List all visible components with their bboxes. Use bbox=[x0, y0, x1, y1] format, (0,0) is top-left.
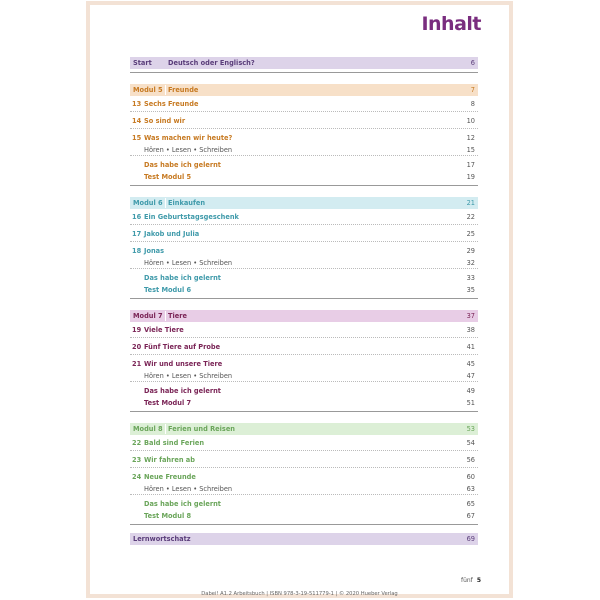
extra-title: Das habe ich gelernt bbox=[144, 161, 221, 169]
toc-entry[interactable] bbox=[130, 244, 478, 258]
entry-number: 18 bbox=[132, 247, 142, 255]
extra-page: 51 bbox=[466, 399, 475, 407]
extra-page: 17 bbox=[466, 161, 475, 169]
entry-title: Fünf Tiere auf Probe bbox=[144, 343, 221, 351]
entry-page: 8 bbox=[470, 100, 475, 108]
module-title: Freunde bbox=[168, 86, 199, 94]
section-divider bbox=[130, 298, 478, 299]
subentry-title: Hören • Lesen • Schreiben bbox=[144, 259, 233, 267]
toc-entry[interactable] bbox=[130, 210, 478, 225]
module-header-divider bbox=[165, 311, 166, 321]
start-title: Deutsch oder Englisch? bbox=[168, 59, 255, 67]
extra-page: 33 bbox=[466, 274, 475, 282]
extra-title: Test Modul 6 bbox=[144, 286, 192, 294]
module-header[interactable] bbox=[130, 197, 478, 209]
page-title: Inhalt bbox=[421, 13, 481, 35]
entry-page: 54 bbox=[466, 439, 475, 447]
module-section bbox=[130, 310, 478, 412]
toc-subentry[interactable] bbox=[130, 145, 478, 156]
section-divider bbox=[130, 411, 478, 412]
page-number-footer bbox=[461, 577, 481, 584]
entry-number: 15 bbox=[132, 134, 142, 142]
toc-entry[interactable] bbox=[130, 357, 478, 371]
module-title: Einkaufen bbox=[168, 199, 206, 207]
module-header-divider bbox=[165, 85, 166, 95]
module-header[interactable] bbox=[130, 84, 478, 96]
extra-title: Test Modul 8 bbox=[144, 512, 192, 520]
section-divider bbox=[130, 185, 478, 186]
entry-title: So sind wir bbox=[144, 117, 186, 125]
extra-page: 35 bbox=[466, 286, 475, 294]
subentry-title: Hören • Lesen • Schreiben bbox=[144, 485, 233, 493]
entry-number: 20 bbox=[132, 343, 142, 351]
entry-page: 56 bbox=[466, 456, 475, 464]
module-page: 37 bbox=[466, 312, 475, 320]
toc-entry[interactable] bbox=[130, 114, 478, 129]
section-divider bbox=[130, 72, 478, 73]
entry-title: Bald sind Ferien bbox=[144, 439, 205, 447]
toc-entry[interactable] bbox=[130, 470, 478, 484]
extra-title: Das habe ich gelernt bbox=[144, 387, 221, 395]
entry-page: 45 bbox=[466, 360, 475, 368]
entry-number: 19 bbox=[132, 326, 142, 334]
imprint-line: Dabei! A1.2 Arbeitsbuch | ISBN 978-3-19-511779-1 | © 2020 Hueber Verlag bbox=[201, 591, 398, 597]
entry-title: Jonas bbox=[144, 247, 165, 255]
module-section bbox=[130, 84, 478, 186]
table-of-contents bbox=[130, 55, 478, 545]
lernwortschatz-row[interactable] bbox=[130, 533, 478, 545]
toc-extra-entry[interactable] bbox=[130, 159, 478, 171]
start-label: Start bbox=[133, 59, 152, 67]
entry-title: Sechs Freunde bbox=[144, 100, 199, 108]
subentry-page: 32 bbox=[466, 259, 475, 267]
extra-title: Das habe ich gelernt bbox=[144, 500, 221, 508]
entry-number: 16 bbox=[132, 213, 142, 221]
entry-number: 14 bbox=[132, 117, 142, 125]
module-label: Modul 8 bbox=[133, 425, 163, 433]
page-number: 5 bbox=[476, 577, 481, 584]
entry-title: Viele Tiere bbox=[144, 326, 184, 334]
entry-page: 60 bbox=[466, 473, 475, 481]
module-page: 7 bbox=[470, 86, 475, 94]
toc-entry[interactable] bbox=[130, 340, 478, 355]
toc-extra-entry[interactable] bbox=[130, 171, 478, 183]
extra-page: 65 bbox=[466, 500, 475, 508]
toc-extra-entry[interactable] bbox=[130, 498, 478, 510]
extra-title: Test Modul 7 bbox=[144, 399, 192, 407]
entry-page: 38 bbox=[466, 326, 475, 334]
module-header[interactable] bbox=[130, 423, 478, 435]
entry-number: 17 bbox=[132, 230, 142, 238]
modules-list bbox=[130, 84, 478, 525]
page-word: fünf bbox=[460, 577, 473, 584]
start-header[interactable] bbox=[130, 57, 478, 69]
subentry-title: Hören • Lesen • Schreiben bbox=[144, 372, 233, 380]
lernwortschatz-page: 69 bbox=[466, 535, 475, 543]
toc-extra-entry[interactable] bbox=[130, 385, 478, 397]
toc-extra-entry[interactable] bbox=[130, 284, 478, 296]
extra-title: Test Modul 5 bbox=[144, 173, 192, 181]
module-section bbox=[130, 197, 478, 299]
module-page: 53 bbox=[466, 425, 475, 433]
entry-page: 12 bbox=[466, 134, 475, 142]
toc-subentry[interactable] bbox=[130, 484, 478, 495]
toc-entry[interactable] bbox=[130, 453, 478, 468]
toc-extra-entry[interactable] bbox=[130, 510, 478, 522]
toc-extra-entry[interactable] bbox=[130, 272, 478, 284]
toc-page bbox=[86, 1, 513, 598]
entry-number: 22 bbox=[132, 439, 142, 447]
entry-page: 41 bbox=[466, 343, 475, 351]
entry-page: 10 bbox=[466, 117, 475, 125]
toc-subentry[interactable] bbox=[130, 258, 478, 269]
lernwortschatz-title: Lernwortschatz bbox=[133, 535, 191, 543]
toc-entry[interactable] bbox=[130, 97, 478, 112]
module-section bbox=[130, 423, 478, 525]
toc-extra-entry[interactable] bbox=[130, 397, 478, 409]
entry-title: Wir und unsere Tiere bbox=[144, 360, 223, 368]
module-title: Tiere bbox=[168, 312, 187, 320]
extra-page: 49 bbox=[466, 387, 475, 395]
entry-number: 13 bbox=[132, 100, 142, 108]
extra-title: Das habe ich gelernt bbox=[144, 274, 221, 282]
entry-number: 21 bbox=[132, 360, 142, 368]
subentry-title: Hören • Lesen • Schreiben bbox=[144, 146, 233, 154]
entry-title: Neue Freunde bbox=[144, 473, 196, 481]
entry-title: Wir fahren ab bbox=[144, 456, 195, 464]
toc-entry[interactable] bbox=[130, 131, 478, 145]
subentry-page: 47 bbox=[466, 372, 475, 380]
toc-entry[interactable] bbox=[130, 227, 478, 242]
module-header-divider bbox=[165, 198, 166, 208]
subentry-page: 15 bbox=[466, 146, 475, 154]
module-header[interactable] bbox=[130, 310, 478, 322]
extra-page: 67 bbox=[466, 512, 475, 520]
entry-page: 29 bbox=[466, 247, 475, 255]
section-divider bbox=[130, 524, 478, 525]
module-header-divider bbox=[165, 424, 166, 434]
toc-entry[interactable] bbox=[130, 323, 478, 338]
toc-entry[interactable] bbox=[130, 436, 478, 451]
entry-page: 25 bbox=[466, 230, 475, 238]
module-title: Ferien und Reisen bbox=[168, 425, 235, 433]
entry-number: 23 bbox=[132, 456, 142, 464]
entry-number: 24 bbox=[132, 473, 142, 481]
entry-title: Was machen wir heute? bbox=[144, 134, 233, 142]
start-page: 6 bbox=[470, 59, 475, 67]
module-label: Modul 6 bbox=[133, 199, 163, 207]
extra-page: 19 bbox=[466, 173, 475, 181]
entry-page: 22 bbox=[466, 213, 475, 221]
toc-subentry[interactable] bbox=[130, 371, 478, 382]
module-label: Modul 5 bbox=[133, 86, 163, 94]
entry-title: Jakob und Julia bbox=[144, 230, 200, 238]
entry-title: Ein Geburtstagsgeschenk bbox=[144, 213, 239, 221]
module-page: 21 bbox=[466, 199, 475, 207]
subentry-page: 63 bbox=[466, 485, 475, 493]
module-label: Modul 7 bbox=[133, 312, 163, 320]
